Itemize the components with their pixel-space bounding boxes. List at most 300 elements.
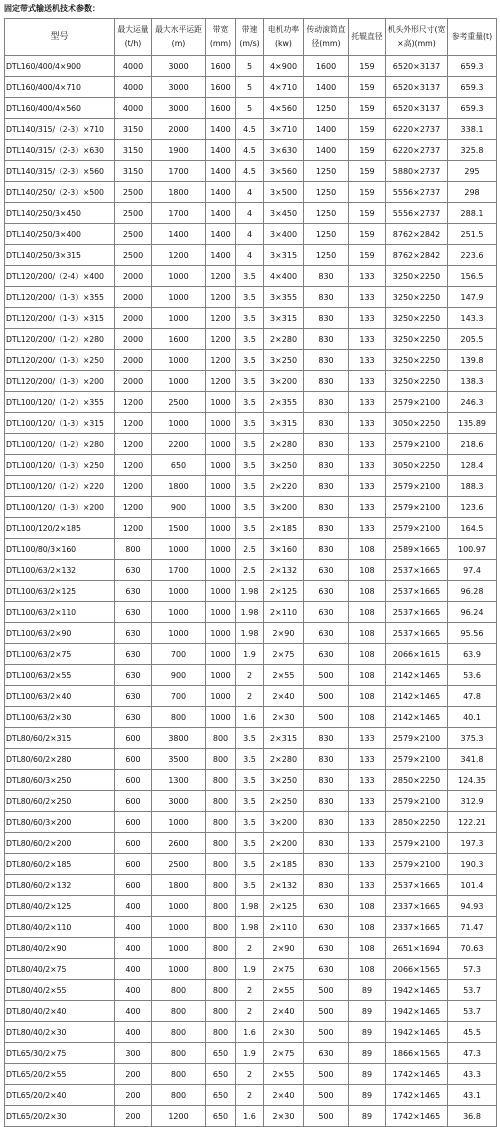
cell-weight: 45.5: [448, 1022, 497, 1043]
cell-max-distance: 650: [152, 455, 206, 476]
cell-belt-width: 650: [206, 1043, 236, 1064]
cell-belt-speed: 3.5: [236, 434, 264, 455]
cell-drum-diameter: 830: [304, 413, 349, 434]
cell-idler-diameter: 133: [349, 833, 386, 854]
cell-max-distance: 3000: [152, 56, 206, 77]
cell-weight: 47.3: [448, 1043, 497, 1064]
table-row: [5, 749, 497, 770]
cell-head-dimensions: 2579×2100: [386, 791, 448, 812]
cell-drum-diameter: 500: [304, 665, 349, 686]
cell-max-capacity: 1200: [115, 497, 152, 518]
cell-motor-power: 2×110: [264, 917, 304, 938]
cell-motor-power: 3×200: [264, 812, 304, 833]
cell-belt-width: 1200: [206, 350, 236, 371]
cell-belt-speed: 2.5: [236, 539, 264, 560]
cell-idler-diameter: 89: [349, 1022, 386, 1043]
cell-belt-speed: 2: [236, 1001, 264, 1022]
cell-idler-diameter: 159: [349, 182, 386, 203]
cell-max-distance: 1000: [152, 623, 206, 644]
cell-motor-power: 3×250: [264, 770, 304, 791]
cell-weight: 57.3: [448, 959, 497, 980]
cell-head-dimensions: 1942×1465: [386, 1001, 448, 1022]
cell-drum-diameter: 830: [304, 329, 349, 350]
cell-model: DTL140/315/（2-3）×630: [5, 140, 115, 161]
cell-head-dimensions: 2337×1665: [386, 917, 448, 938]
table-row: [5, 875, 497, 896]
cell-max-capacity: 2000: [115, 329, 152, 350]
cell-belt-speed: 1.98: [236, 623, 264, 644]
cell-belt-width: 800: [206, 1022, 236, 1043]
cell-max-capacity: 4000: [115, 56, 152, 77]
cell-max-capacity: 630: [115, 644, 152, 665]
cell-max-distance: 800: [152, 707, 206, 728]
cell-belt-width: 1400: [206, 245, 236, 266]
cell-idler-diameter: 89: [349, 1085, 386, 1106]
cell-max-distance: 1800: [152, 476, 206, 497]
cell-belt-speed: 1.98: [236, 896, 264, 917]
cell-weight: 156.5: [448, 266, 497, 287]
cell-motor-power: 3×630: [264, 140, 304, 161]
table-row: [5, 56, 497, 77]
cell-belt-width: 800: [206, 917, 236, 938]
cell-idler-diameter: 133: [349, 749, 386, 770]
table-row: [5, 1106, 497, 1127]
cell-idler-diameter: 89: [349, 1106, 386, 1127]
cell-belt-width: 1400: [206, 140, 236, 161]
cell-drum-diameter: 500: [304, 1085, 349, 1106]
cell-belt-width: 1000: [206, 455, 236, 476]
cell-max-capacity: 800: [115, 539, 152, 560]
cell-model: DTL120/200/（1-3）×250: [5, 350, 115, 371]
cell-motor-power: 4×710: [264, 77, 304, 98]
cell-weight: 218.6: [448, 434, 497, 455]
cell-belt-width: 1000: [206, 560, 236, 581]
cell-belt-speed: 2: [236, 686, 264, 707]
cell-max-capacity: 400: [115, 938, 152, 959]
header-weight: 参考重量(t): [448, 19, 497, 56]
cell-belt-width: 1000: [206, 392, 236, 413]
cell-belt-speed: 4: [236, 224, 264, 245]
cell-head-dimensions: 8762×2842: [386, 224, 448, 245]
cell-motor-power: 2×315: [264, 728, 304, 749]
cell-idler-diameter: 159: [349, 161, 386, 182]
cell-head-dimensions: 5556×2737: [386, 182, 448, 203]
cell-model: DTL100/63/2×132: [5, 560, 115, 581]
cell-weight: 47.8: [448, 686, 497, 707]
cell-weight: 96.24: [448, 602, 497, 623]
cell-max-distance: 900: [152, 497, 206, 518]
cell-model: DTL100/120/（1-2）×220: [5, 476, 115, 497]
cell-idler-diameter: 159: [349, 98, 386, 119]
cell-belt-speed: 3.5: [236, 497, 264, 518]
cell-head-dimensions: 2579×2100: [386, 749, 448, 770]
cell-head-dimensions: 2142×1465: [386, 707, 448, 728]
cell-head-dimensions: 2579×2100: [386, 434, 448, 455]
cell-drum-diameter: 630: [304, 896, 349, 917]
header-motor-power: 电机功率(kw): [264, 19, 304, 56]
cell-motor-power: 3×315: [264, 245, 304, 266]
cell-model: DTL100/63/2×90: [5, 623, 115, 644]
cell-weight: 40.1: [448, 707, 497, 728]
cell-max-distance: 1200: [152, 1106, 206, 1127]
cell-head-dimensions: 2537×1665: [386, 875, 448, 896]
header-model: 型号: [5, 19, 115, 56]
cell-drum-diameter: 830: [304, 854, 349, 875]
cell-weight: 164.5: [448, 518, 497, 539]
cell-head-dimensions: 2579×2100: [386, 392, 448, 413]
cell-idler-diameter: 159: [349, 56, 386, 77]
cell-drum-diameter: 500: [304, 707, 349, 728]
cell-idler-diameter: 133: [349, 518, 386, 539]
cell-weight: 312.9: [448, 791, 497, 812]
cell-max-distance: 2600: [152, 833, 206, 854]
cell-model: DTL80/60/2×250: [5, 791, 115, 812]
cell-motor-power: 2×40: [264, 686, 304, 707]
cell-model: DTL140/315/（2-3）×560: [5, 161, 115, 182]
cell-max-distance: 1000: [152, 371, 206, 392]
cell-max-distance: 800: [152, 1064, 206, 1085]
cell-head-dimensions: 3250×2250: [386, 287, 448, 308]
cell-model: DTL80/60/2×280: [5, 749, 115, 770]
cell-model: DTL65/20/2×30: [5, 1106, 115, 1127]
table-row: [5, 560, 497, 581]
cell-max-distance: 1200: [152, 245, 206, 266]
cell-idler-diameter: 159: [349, 245, 386, 266]
cell-idler-diameter: 133: [349, 329, 386, 350]
cell-max-capacity: 2000: [115, 287, 152, 308]
cell-max-capacity: 600: [115, 791, 152, 812]
header-belt-width: 带宽(mm): [206, 19, 236, 56]
cell-belt-width: 1400: [206, 119, 236, 140]
cell-head-dimensions: 6520×3137: [386, 56, 448, 77]
cell-model: DTL80/60/3×200: [5, 812, 115, 833]
cell-belt-width: 1000: [206, 539, 236, 560]
cell-drum-diameter: 1250: [304, 98, 349, 119]
cell-belt-width: 1000: [206, 413, 236, 434]
cell-model: DTL140/250/（2-3）×500: [5, 182, 115, 203]
cell-weight: 659.3: [448, 56, 497, 77]
cell-idler-diameter: 159: [349, 140, 386, 161]
cell-motor-power: 3×250: [264, 350, 304, 371]
cell-max-capacity: 600: [115, 833, 152, 854]
cell-weight: 63.9: [448, 644, 497, 665]
cell-weight: 288.1: [448, 203, 497, 224]
cell-motor-power: 2×355: [264, 392, 304, 413]
cell-weight: 96.28: [448, 581, 497, 602]
cell-drum-diameter: 830: [304, 350, 349, 371]
cell-belt-speed: 2.5: [236, 560, 264, 581]
cell-weight: 53.7: [448, 980, 497, 1001]
cell-max-capacity: 600: [115, 728, 152, 749]
cell-drum-diameter: 630: [304, 938, 349, 959]
cell-max-distance: 800: [152, 1085, 206, 1106]
cell-model: DTL140/315/（2-3）×710: [5, 119, 115, 140]
cell-belt-width: 650: [206, 1064, 236, 1085]
cell-motor-power: 2×185: [264, 518, 304, 539]
cell-belt-speed: 4.5: [236, 161, 264, 182]
cell-max-distance: 1000: [152, 581, 206, 602]
cell-max-distance: 700: [152, 644, 206, 665]
cell-belt-width: 1400: [206, 182, 236, 203]
cell-belt-width: 1200: [206, 266, 236, 287]
cell-drum-diameter: 1250: [304, 245, 349, 266]
cell-idler-diameter: 159: [349, 203, 386, 224]
header-belt-speed: 带速(m/s): [236, 19, 264, 56]
cell-drum-diameter: 830: [304, 266, 349, 287]
cell-idler-diameter: 108: [349, 665, 386, 686]
cell-max-capacity: 1200: [115, 413, 152, 434]
cell-drum-diameter: 830: [304, 434, 349, 455]
cell-weight: 223.6: [448, 245, 497, 266]
cell-belt-speed: 3.5: [236, 287, 264, 308]
cell-weight: 341.8: [448, 749, 497, 770]
cell-weight: 100.97: [448, 539, 497, 560]
cell-head-dimensions: 6520×3137: [386, 77, 448, 98]
cell-weight: 124.35: [448, 770, 497, 791]
cell-belt-width: 800: [206, 875, 236, 896]
cell-drum-diameter: 1600: [304, 56, 349, 77]
cell-max-distance: 1000: [152, 959, 206, 980]
cell-motor-power: 3×560: [264, 161, 304, 182]
cell-max-capacity: 400: [115, 917, 152, 938]
cell-weight: 139.8: [448, 350, 497, 371]
cell-belt-width: 1600: [206, 56, 236, 77]
cell-max-distance: 1000: [152, 413, 206, 434]
cell-head-dimensions: 3250×2250: [386, 308, 448, 329]
cell-drum-diameter: 830: [304, 497, 349, 518]
cell-max-distance: 1000: [152, 308, 206, 329]
cell-belt-width: 1200: [206, 287, 236, 308]
cell-head-dimensions: 6220×2737: [386, 119, 448, 140]
cell-weight: 95.56: [448, 623, 497, 644]
cell-max-distance: 3000: [152, 791, 206, 812]
cell-model: DTL100/120/（1-3）×200: [5, 497, 115, 518]
cell-belt-speed: 1.6: [236, 1022, 264, 1043]
cell-idler-diameter: 133: [349, 476, 386, 497]
cell-belt-width: 1400: [206, 224, 236, 245]
cell-drum-diameter: 630: [304, 959, 349, 980]
cell-belt-width: 800: [206, 1001, 236, 1022]
cell-max-distance: 800: [152, 980, 206, 1001]
cell-model: DTL100/63/2×125: [5, 581, 115, 602]
cell-motor-power: 2×30: [264, 1106, 304, 1127]
cell-model: DTL80/40/2×90: [5, 938, 115, 959]
cell-max-distance: 1700: [152, 203, 206, 224]
cell-max-capacity: 1200: [115, 392, 152, 413]
cell-model: DTL160/400/4×560: [5, 98, 115, 119]
cell-idler-diameter: 133: [349, 728, 386, 749]
cell-model: DTL100/63/2×40: [5, 686, 115, 707]
cell-model: DTL65/20/2×40: [5, 1085, 115, 1106]
cell-max-capacity: 630: [115, 581, 152, 602]
cell-head-dimensions: 2850×2250: [386, 812, 448, 833]
cell-belt-speed: 4: [236, 182, 264, 203]
cell-belt-width: 1600: [206, 77, 236, 98]
table-row: [5, 161, 497, 182]
table-caption: 固定带式输送机技术参数：: [4, 4, 100, 13]
cell-max-distance: 2500: [152, 392, 206, 413]
cell-weight: 138.3: [448, 371, 497, 392]
cell-max-capacity: 2000: [115, 350, 152, 371]
cell-model: DTL120/200/（1-3）×200: [5, 371, 115, 392]
cell-max-capacity: 400: [115, 1022, 152, 1043]
cell-belt-width: 650: [206, 1106, 236, 1127]
cell-belt-width: 1000: [206, 581, 236, 602]
cell-max-capacity: 3150: [115, 140, 152, 161]
cell-belt-width: 1600: [206, 98, 236, 119]
table-row: [5, 854, 497, 875]
cell-weight: 197.3: [448, 833, 497, 854]
cell-belt-width: 1400: [206, 161, 236, 182]
table-row: [5, 1064, 497, 1085]
table-row: [5, 140, 497, 161]
cell-drum-diameter: 630: [304, 602, 349, 623]
cell-belt-speed: 2: [236, 938, 264, 959]
cell-max-capacity: 1200: [115, 518, 152, 539]
cell-belt-speed: 3.5: [236, 455, 264, 476]
table-row: [5, 497, 497, 518]
cell-drum-diameter: 830: [304, 371, 349, 392]
cell-motor-power: 3×400: [264, 224, 304, 245]
cell-model: DTL65/20/2×55: [5, 1064, 115, 1085]
cell-motor-power: 2×90: [264, 623, 304, 644]
cell-idler-diameter: 108: [349, 602, 386, 623]
cell-belt-width: 1000: [206, 623, 236, 644]
cell-motor-power: 2×55: [264, 1064, 304, 1085]
cell-max-distance: 3500: [152, 749, 206, 770]
cell-max-distance: 1000: [152, 266, 206, 287]
cell-weight: 298: [448, 182, 497, 203]
cell-model: DTL80/40/2×30: [5, 1022, 115, 1043]
cell-belt-width: 800: [206, 959, 236, 980]
cell-max-capacity: 3150: [115, 161, 152, 182]
cell-model: DTL140/250/3×315: [5, 245, 115, 266]
cell-motor-power: 2×30: [264, 1022, 304, 1043]
cell-max-capacity: 630: [115, 602, 152, 623]
cell-idler-diameter: 108: [349, 938, 386, 959]
cell-weight: 143.3: [448, 308, 497, 329]
cell-max-capacity: 2000: [115, 371, 152, 392]
cell-belt-width: 800: [206, 833, 236, 854]
cell-motor-power: 2×280: [264, 749, 304, 770]
cell-belt-width: 800: [206, 749, 236, 770]
cell-max-distance: 1700: [152, 560, 206, 581]
cell-max-distance: 2200: [152, 434, 206, 455]
cell-max-distance: 3000: [152, 98, 206, 119]
cell-weight: 338.1: [448, 119, 497, 140]
cell-belt-width: 800: [206, 980, 236, 1001]
cell-drum-diameter: 830: [304, 812, 349, 833]
cell-drum-diameter: 500: [304, 686, 349, 707]
cell-model: DTL100/63/2×55: [5, 665, 115, 686]
cell-model: DTL80/60/3×250: [5, 770, 115, 791]
cell-motor-power: 3×710: [264, 119, 304, 140]
table-row: [5, 308, 497, 329]
cell-idler-diameter: 133: [349, 770, 386, 791]
cell-max-capacity: 600: [115, 812, 152, 833]
header-max-distance: 最大水平运距(m): [152, 19, 206, 56]
cell-drum-diameter: 830: [304, 518, 349, 539]
cell-belt-width: 1000: [206, 644, 236, 665]
cell-max-capacity: 600: [115, 875, 152, 896]
cell-motor-power: 2×125: [264, 581, 304, 602]
cell-max-capacity: 630: [115, 707, 152, 728]
cell-drum-diameter: 1250: [304, 203, 349, 224]
cell-weight: 128.4: [448, 455, 497, 476]
cell-drum-diameter: 1400: [304, 119, 349, 140]
cell-drum-diameter: 630: [304, 644, 349, 665]
table-row: [5, 980, 497, 1001]
cell-head-dimensions: 2142×1465: [386, 665, 448, 686]
cell-idler-diameter: 133: [349, 413, 386, 434]
cell-belt-width: 1000: [206, 665, 236, 686]
cell-drum-diameter: 830: [304, 455, 349, 476]
table-header-row: [5, 19, 497, 56]
cell-idler-diameter: 108: [349, 623, 386, 644]
cell-model: DTL100/63/2×110: [5, 602, 115, 623]
cell-belt-speed: 3.5: [236, 308, 264, 329]
cell-motor-power: 2×280: [264, 329, 304, 350]
cell-weight: 71.47: [448, 917, 497, 938]
table-row: [5, 1022, 497, 1043]
cell-weight: 295: [448, 161, 497, 182]
cell-motor-power: 4×560: [264, 98, 304, 119]
cell-weight: 94.93: [448, 896, 497, 917]
cell-idler-diameter: 133: [349, 812, 386, 833]
cell-belt-width: 1200: [206, 329, 236, 350]
cell-max-capacity: 1200: [115, 476, 152, 497]
cell-motor-power: 2×110: [264, 602, 304, 623]
cell-max-distance: 800: [152, 1022, 206, 1043]
cell-max-distance: 700: [152, 686, 206, 707]
cell-belt-speed: 2: [236, 980, 264, 1001]
cell-weight: 659.3: [448, 77, 497, 98]
cell-idler-diameter: 108: [349, 959, 386, 980]
table-row: [5, 812, 497, 833]
cell-belt-speed: 3.5: [236, 791, 264, 812]
cell-max-capacity: 200: [115, 1106, 152, 1127]
cell-motor-power: 2×75: [264, 644, 304, 665]
cell-model: DTL120/200/（1-3）×315: [5, 308, 115, 329]
cell-belt-speed: 3.5: [236, 350, 264, 371]
table-row: [5, 602, 497, 623]
cell-motor-power: 3×200: [264, 371, 304, 392]
cell-belt-speed: 5: [236, 77, 264, 98]
cell-max-distance: 1800: [152, 875, 206, 896]
table-row: [5, 833, 497, 854]
cell-motor-power: 2×132: [264, 560, 304, 581]
cell-drum-diameter: 830: [304, 539, 349, 560]
cell-belt-speed: 4: [236, 203, 264, 224]
cell-idler-diameter: 108: [349, 896, 386, 917]
cell-weight: 135.89: [448, 413, 497, 434]
cell-motor-power: 2×75: [264, 1043, 304, 1064]
cell-motor-power: 2×30: [264, 707, 304, 728]
cell-belt-width: 1200: [206, 308, 236, 329]
cell-weight: 70.63: [448, 938, 497, 959]
cell-max-capacity: 200: [115, 1064, 152, 1085]
cell-max-distance: 1600: [152, 329, 206, 350]
cell-idler-diameter: 133: [349, 854, 386, 875]
cell-motor-power: 2×220: [264, 476, 304, 497]
cell-head-dimensions: 2537×1665: [386, 623, 448, 644]
cell-model: DTL80/60/2×315: [5, 728, 115, 749]
cell-belt-width: 1000: [206, 518, 236, 539]
cell-model: DTL80/40/2×55: [5, 980, 115, 1001]
cell-head-dimensions: 2537×1665: [386, 560, 448, 581]
cell-idler-diameter: 89: [349, 1043, 386, 1064]
cell-motor-power: 2×200: [264, 833, 304, 854]
